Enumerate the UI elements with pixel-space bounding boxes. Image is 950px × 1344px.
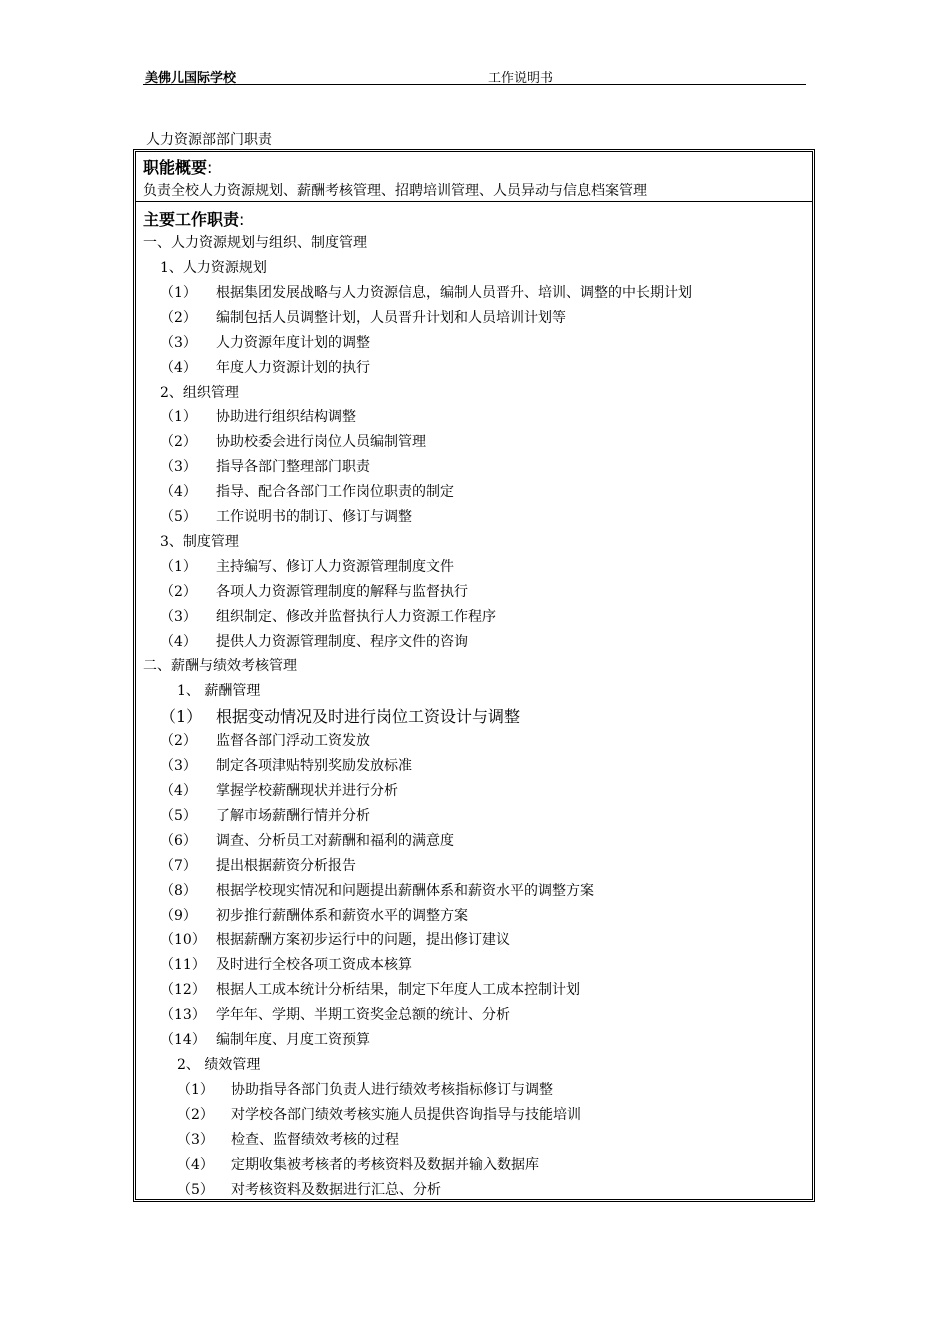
- list-item: （5） 了解市场薪酬行情并分析: [160, 808, 370, 824]
- list-item: （5） 对考核资料及数据进行汇总、分析: [177, 1182, 441, 1198]
- list-item: （4） 指导、配合各部门工作岗位职责的制定: [160, 484, 454, 500]
- list-item: （1） 主持编写、修订人力资源管理制度文件: [160, 559, 454, 575]
- list-item: （3） 组织制定、修改并监督执行人力资源工作程序: [160, 609, 496, 625]
- overview-heading: 职能概要:: [143, 158, 213, 177]
- list-item: （9） 初步推行薪酬体系和薪资水平的调整方案: [160, 908, 468, 924]
- document-type: 工作说明书: [488, 71, 554, 86]
- subsection-title: 1、 薪酬管理: [177, 683, 261, 699]
- subsection-title: 2、 绩效管理: [177, 1057, 261, 1073]
- list-item: （5） 工作说明书的制订、修订与调整: [160, 509, 412, 525]
- list-item: （1） 协助进行组织结构调整: [160, 409, 356, 425]
- table-divider: [136, 201, 812, 202]
- overview-text: 负责全校人力资源规划、薪酬考核管理、招聘培训管理、人员异动与信息档案管理: [143, 183, 647, 199]
- list-item: （10） 根据薪酬方案初步运行中的问题，提出修订建议: [160, 932, 510, 948]
- list-item: （4） 年度人力资源计划的执行: [160, 360, 370, 376]
- section-title: 二、薪酬与绩效考核管理: [143, 658, 297, 674]
- list-item: （8） 根据学校现实情况和问题提出薪酬体系和薪资水平的调整方案: [160, 883, 594, 899]
- header-rule: [143, 84, 806, 85]
- list-item: （6） 调查、分析员工对薪酬和福利的满意度: [160, 833, 454, 849]
- list-item: （1） 协助指导各部门负责人进行绩效考核指标修订与调整: [177, 1082, 553, 1098]
- list-item: （3） 制定各项津贴特别奖励发放标准: [160, 758, 412, 774]
- list-item: （4） 提供人力资源管理制度、程序文件的咨询: [160, 634, 468, 650]
- list-item: （2） 各项人力资源管理制度的解释与监督执行: [160, 584, 468, 600]
- duties-heading: 主要工作职责:: [143, 210, 245, 229]
- list-item: （2） 对学校各部门绩效考核实施人员提供咨询指导与技能培训: [177, 1107, 581, 1123]
- list-item: （3） 检查、监督绩效考核的过程: [177, 1132, 399, 1148]
- list-item: （4） 定期收集被考核者的考核资料及数据并输入数据库: [177, 1157, 539, 1173]
- list-item: （11） 及时进行全校各项工资成本核算: [160, 957, 412, 973]
- school-name: 美佛儿国际学校: [145, 71, 237, 86]
- list-item: （14） 编制年度、月度工资预算: [160, 1032, 370, 1048]
- list-item: （13） 学年年、学期、半期工资奖金总额的统计、分析: [160, 1007, 510, 1023]
- list-item: （7） 提出根据薪资分析报告: [160, 858, 356, 874]
- list-item: （12） 根据人工成本统计分析结果，制定下年度人工成本控制计划: [160, 982, 580, 998]
- list-item: （1） 根据变动情况及时进行岗位工资设计与调整: [160, 707, 521, 726]
- page-title: 人力资源部部门职责: [146, 132, 272, 148]
- list-item: （4） 掌握学校薪酬现状并进行分析: [160, 783, 398, 799]
- list-item: （1） 根据集团发展战略与人力资源信息，编制人员晋升、培训、调整的中长期计划: [160, 285, 692, 301]
- list-item: （2） 监督各部门浮动工资发放: [160, 733, 370, 749]
- list-item: （2） 协助校委会进行岗位人员编制管理: [160, 434, 426, 450]
- section-title: 一、人力资源规划与组织、制度管理: [143, 235, 367, 251]
- subsection-title: 1、人力资源规划: [160, 260, 267, 276]
- list-item: （3） 指导各部门整理部门职责: [160, 459, 370, 475]
- list-item: （3） 人力资源年度计划的调整: [160, 335, 370, 351]
- list-item: （2） 编制包括人员调整计划，人员晋升计划和人员培训计划等: [160, 310, 566, 326]
- subsection-title: 3、制度管理: [160, 534, 239, 550]
- subsection-title: 2、组织管理: [160, 385, 239, 401]
